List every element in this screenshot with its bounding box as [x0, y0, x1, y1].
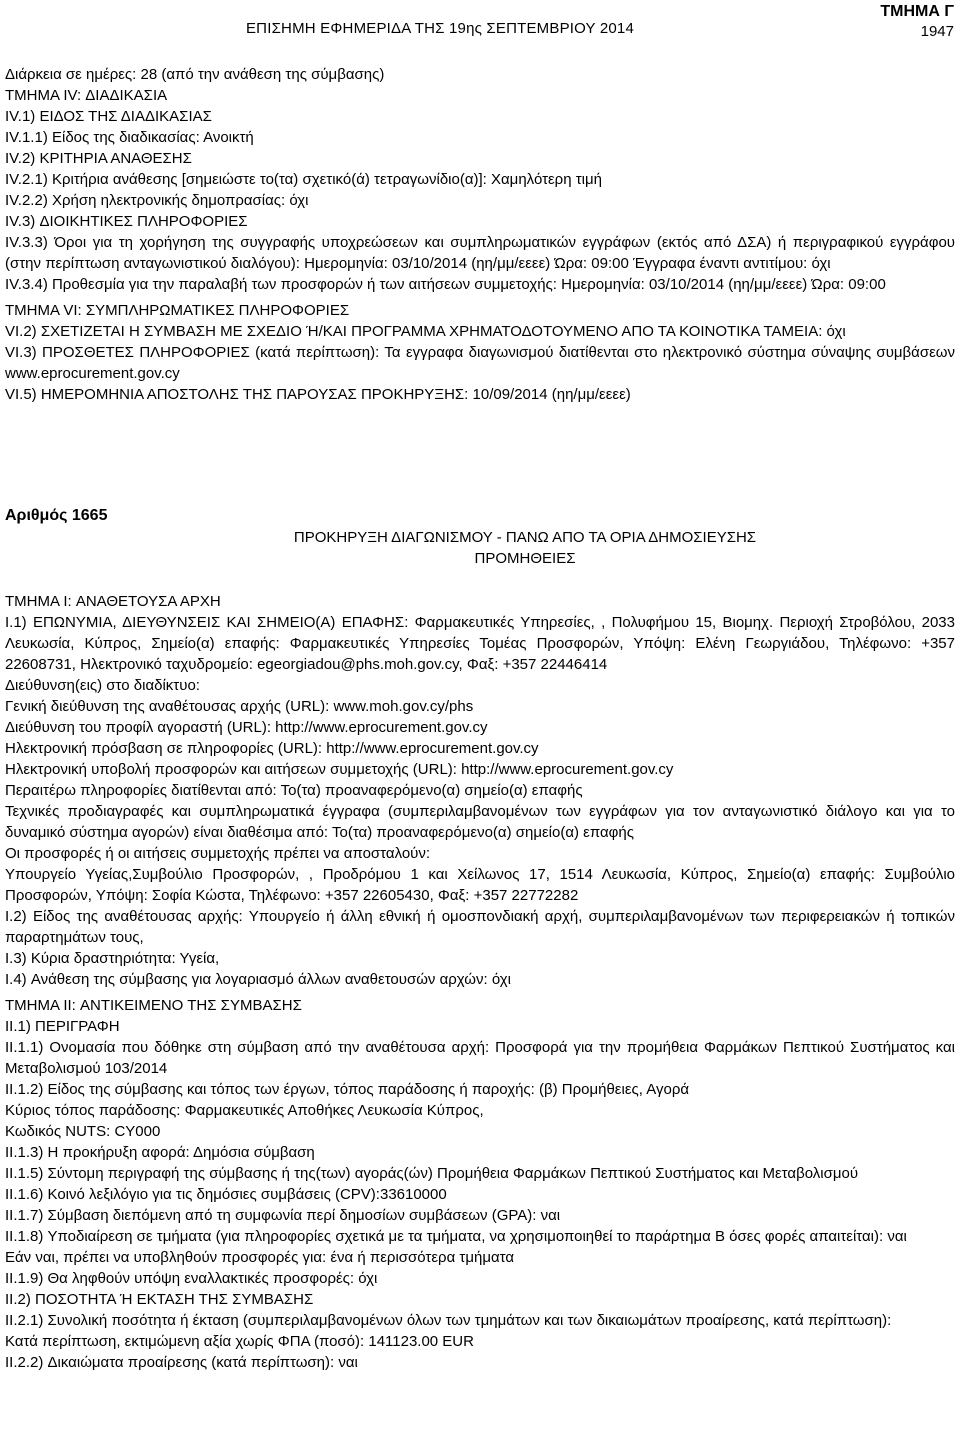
text-paragraph: I.1) ΕΠΩΝΥΜΙΑ, ΔΙΕΥΘΥΝΣΕΙΣ ΚΑΙ ΣΗΜΕΙΟ(Α) ΕΠΑΦΗΣ: Φαρμακευτικές Υπηρεσίες, , Πολυφήμου 15, Βιομηχ. Περιοχή Στροβόλου, 2033 Λευκωσία, Κύπρος, Σημείο(α) επαφής: Φαρμακευτικές Υπηρεσίες Τομέας Προσφορών, Υπόψη: Ελένη Γεωργιάδου, Τηλέφωνο: +357 22608731, Ηλεκτρονικό ταχυδρομείο: egeorgiadou@phs.moh.gov.cy, Φαξ: +357 22446414: [5, 614, 955, 673]
text-line: I.4) Ανάθεση της σύμβασης για λογαριασμό άλλων αναθετουσών αρχών: όχι: [5, 971, 511, 988]
text-line: I.3) Κύρια δραστηριότητα: Υγεία,: [5, 950, 220, 967]
text-line: IV.2.1) Κριτήρια ανάθεσης [σημειώστε το(τα) σχετικό(ά) τετραγωνίδιο(α)]: Χαμηλότερη τιμή: [5, 171, 602, 188]
text-line: IV.2) ΚΡΙΤΗΡΙΑ ΑΝΑΘΕΣΗΣ: [5, 150, 192, 167]
text-paragraph: IV.3.4) Προθεσμία για την παραλαβή των προσφορών ή των αιτήσεων συμμετοχής: Ημερομηνία: 03/10/2014 (ηη/μμ/εεεε) Ώρα: 09:00: [5, 276, 886, 293]
text-paragraph: II.1.1) Ονομασία που δόθηκε στη σύμβαση από την αναθέτουσα αρχή: Προσφορά για την προμήθεια Φαρμάκων Πεπτικού Συστήματος και Μεταβολισμού 103/2014: [5, 1039, 955, 1077]
notice-body: [5, 591, 955, 1373]
text-line: II.1.2) Είδος της σύμβασης και τόπος των έργων, τόπος παράδοσης ή παροχής: (β) Προμήθειες, Αγορά: [5, 1081, 690, 1098]
text-line: II.2) ΠΟΣΟΤΗΤΑ Ή ΕΚΤΑΣΗ ΤΗΣ ΣΥΜΒΑΣΗΣ: [5, 1291, 314, 1308]
text-line: Διεύθυνση του προφίλ αγοραστή (URL): http://www.eprocurement.gov.cy: [5, 719, 488, 736]
page-header-right: [880, 2, 954, 42]
text-line: II.1.6) Κοινό λεξιλόγιο για τις δημόσιες συμβάσεις (CPV):33610000: [5, 1186, 447, 1203]
text-line: II.1.7) Σύμβαση διεπόμενη από τη συμφωνία περί δημοσίων συμβάσεων (GPA): ναι: [5, 1207, 561, 1224]
text-line: II.1.9) Θα ληφθούν υπόψη εναλλακτικές προσφορές: όχι: [5, 1270, 378, 1287]
notice-title: [165, 527, 885, 569]
text-line: II.1.3) Η προκήρυξη αφορά: Δημόσια σύμβαση: [5, 1144, 315, 1161]
section-heading: ΤΜΗΜΑ I: ΑΝΑΘΕΤΟΥΣΑ ΑΡΧΗ: [5, 593, 221, 610]
text-line: Γενική διεύθυνση της αναθέτουσας αρχής (URL): www.moh.gov.cy/phs: [5, 698, 474, 715]
text-line: Διάρκεια σε ημέρες: 28 (από την ανάθεση της σύμβασης): [5, 66, 385, 83]
text-line: IV.2.2) Χρήση ηλεκτρονικής δημοπρασίας: όχι: [5, 192, 309, 209]
notice-title-line: ΠΡΟΜΗΘΕΙΕΣ: [474, 550, 576, 567]
text-line: IV.1) ΕΙΔΟΣ ΤΗΣ ΔΙΑΔΙΚΑΣΙΑΣ: [5, 108, 212, 125]
text-line: Ηλεκτρονική πρόσβαση σε πληροφορίες (URL): http://www.eprocurement.gov.cy: [5, 740, 539, 757]
gazette-header: ΕΠΙΣΗΜΗ ΕΦΗΜΕΡΙΔΑ ΤΗΣ 19ης ΣΕΠΤΕΜΒΡΙΟΥ 2014: [245, 20, 635, 37]
section-heading: ΤΜΗΜΑ II: ΑΝΤΙΚΕΙΜΕΝΟ ΤΗΣ ΣΥΜΒΑΣΗΣ: [5, 997, 302, 1014]
text-line: Διεύθυνση(εις) στο διαδίκτυο:: [5, 677, 200, 694]
text-line: Κύριος τόπος παράδοσης: Φαρμακευτικές Αποθήκες Λευκωσία Κύπρος,: [5, 1102, 484, 1119]
text-line: IV.1.1) Είδος της διαδικασίας: Ανοικτή: [5, 129, 254, 146]
text-paragraph: VI.3) ΠΡΟΣΘΕΤΕΣ ΠΛΗΡΟΦΟΡΙΕΣ (κατά περίπτωση): Τα εγγραφα διαγωνισμού διατίθενται στο ηλεκτρονικό σύστημα σύναψης συμβάσεων www.eprocurement.gov.cy: [5, 344, 955, 382]
text-line: II.1) ΠΕΡΙΓΡΑΦΗ: [5, 1018, 120, 1035]
text-paragraph: Υπουργείο Υγείας,Συμβούλιο Προσφορών, , Προδρόμου 1 και Χείλωνος 17, 1514 Λευκωσία, Κύπρος, Σημείο(α) επαφής: Συμβούλιο Προσφορών, Υπόψη: Σοφία Κώστα, Τηλέφωνο: +357 22605430, Φαξ: +357 22772282: [5, 866, 955, 904]
text-line: Οι προσφορές ή οι αιτήσεις συμμετοχής πρέπει να αποσταλούν:: [5, 845, 431, 862]
text-line: VI.5) ΗΜΕΡΟΜΗΝΙΑ ΑΠΟΣΤΟΛΗΣ ΤΗΣ ΠΑΡΟΥΣΑΣ ΠΡΟΚΗΡΥΞΗΣ: 10/09/2014 (ηη/μμ/εεεε): [5, 386, 631, 403]
text-line: IV.3) ΔΙΟΙΚΗΤΙΚΕΣ ΠΛΗΡΟΦΟΡΙΕΣ: [5, 213, 248, 230]
text-line: Κωδικός NUTS: CY000: [5, 1123, 161, 1140]
text-line: II.2.2) Δικαιώματα προαίρεσης (κατά περίπτωση): ναι: [5, 1354, 358, 1371]
text-line: Περαιτέρω πληροφορίες διατίθενται από: Το(τα) προαναφερόμενο(α) σημείο(α) επαφής: [5, 782, 583, 799]
text-line: Εάν ναι, πρέπει να υποβληθούν προσφορές για: ένα ή περισσότερα τμήματα: [5, 1249, 515, 1266]
text-paragraph: II.1.8) Υποδιαίρεση σε τμήματα (για πληροφορίες σχετικά με τα τμήματα, να χρησιμοποιηθεί το παράρτημα Β όσες φορές απαιτείται): ναι: [5, 1228, 907, 1245]
text-paragraph: II.2.1) Συνολική ποσότητα ή έκταση (συμπεριλαμβανομένων όλων των τμημάτων και των δικαιωμάτων προαίρεσης, κατά περίπτωση):: [5, 1312, 892, 1329]
previous-notice-tail: [5, 64, 955, 405]
text-line: Ηλεκτρονική υποβολή προσφορών και αιτήσεων συμμετοχής (URL): http://www.eprocurement.gov.cy: [5, 761, 674, 778]
text-paragraph: Τεχνικές προδιαγραφές και συμπληρωματικά έγγραφα (συμπεριλαμβανομένων των εγγράφων για τον ανταγωνιστικό διάλογο και για το δυναμικό σύστημα αγορών) είναι διαθέσιμα από: Το(τα) προαναφερόμενο(α) σημείο(α) επαφής: [5, 803, 955, 841]
section-label: ΤΜΗΜΑ Γ: [880, 3, 954, 20]
page-number: 1947: [920, 23, 954, 40]
text-paragraph: I.2) Είδος της αναθέτουσας αρχής: Υπουργείο ή άλλη εθνική ή ομοσπονδιακή αρχή, συμπεριλαμβανομένων των περιφερειακών ή τοπικών παραρτημάτων τους,: [5, 908, 955, 946]
notice-number: Αριθμός 1665: [5, 507, 108, 524]
text-paragraph: VI.2) ΣΧΕΤΙΖΕΤΑΙ Η ΣΥΜΒΑΣΗ ΜΕ ΣΧΕΔΙΟ Ή/ΚΑΙ ΠΡΟΓΡΑΜΜΑ ΧΡΗΜΑΤΟΔΟΤΟΥΜΕΝΟ ΑΠΟ ΤΑ ΚΟΙΝΟΤΙΚΑ ΤΑΜΕΙΑ: όχι: [5, 323, 846, 340]
text-paragraph: II.1.5) Σύντομη περιγραφή της σύμβασης ή της(των) αγοράς(ών) Προμήθεια Φαρμάκων Πεπτικού Συστήματος και Μεταβολισμού: [5, 1165, 859, 1182]
section-heading: ΤΜΗΜΑ VI: ΣΥΜΠΛΗΡΩΜΑΤΙΚΕΣ ΠΛΗΡΟΦΟΡΙΕΣ: [5, 302, 350, 319]
section-heading: ΤΜΗΜΑ IV: ΔΙΑΔΙΚΑΣΙΑ: [5, 87, 168, 104]
text-line: Κατά περίπτωση, εκτιμώμενη αξία χωρίς ΦΠΑ (ποσό): 141123.00 EUR: [5, 1333, 474, 1350]
text-paragraph: IV.3.3) Όροι για τη χορήγηση της συγγραφής υποχρεώσεων και συμπληρωματικών εγγράφων (εκτός από ΔΣΑ) ή περιγραφικού εγγράφου (στην περίπτωση ανταγωνιστικού διαλόγου): Ημερομηνία: 03/10/2014 (ηη/μμ/εεεε) Ώρα: 09:00 Έγγραφα έναντι αντιτίμου: όχι: [5, 234, 955, 272]
notice-header: [5, 507, 955, 567]
notice-title-line: ΠΡΟΚΗΡΥΞΗ ΔΙΑΓΩΝΙΣΜΟΥ - ΠΑΝΩ ΑΠΟ ΤΑ ΟΡΙΑ ΔΗΜΟΣΙΕΥΣΗΣ: [293, 529, 757, 546]
